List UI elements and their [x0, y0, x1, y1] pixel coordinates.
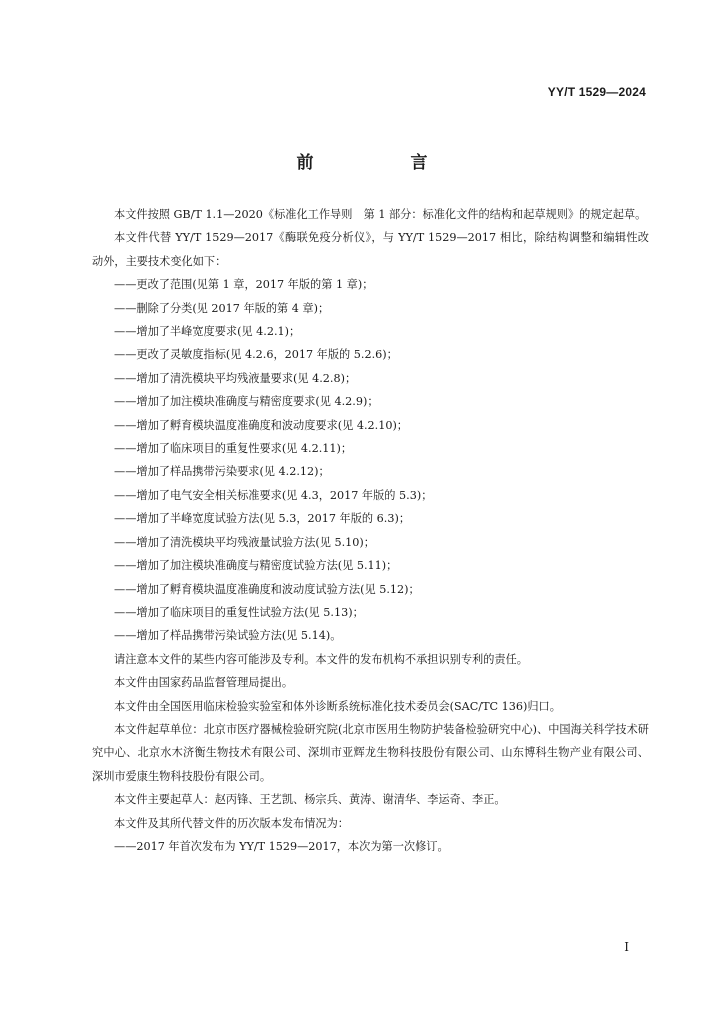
list-item: ——更改了范围(见第 1 章，2017 年版的第 1 章)；	[114, 278, 374, 292]
paragraph-drafters: 本文件主要起草人：赵丙锋、王艺凯、杨宗兵、黄涛、谢清华、李运奇、李正。	[114, 793, 506, 807]
paragraph-proposer: 本文件由国家药品监督管理局提出。	[114, 676, 294, 690]
paragraph-version-history: 本文件及其所代替文件的历次版本发布情况为：	[114, 816, 349, 830]
foreword-body	[92, 203, 649, 858]
page-number: I	[624, 940, 629, 954]
technical-changes-list	[92, 273, 649, 648]
list-item: ——增加了加注模块准确度与精密度试验方法(见 5.11)；	[114, 559, 398, 573]
list-item: ——删除了分类(见 2017 年版的第 4 章)；	[114, 301, 330, 315]
list-item: ——增加了孵育模块温度准确度和波动度试验方法(见 5.12)；	[114, 582, 420, 596]
paragraph-replacement: 本文件代替 YY/T 1529—2017《酶联免疫分析仪》，与 YY/T 1529—2017 相比，除结构调整和编辑性改动外，主要技术变化如下：	[92, 231, 649, 268]
paragraph-drafting-units: 本文件起草单位：北京市医疗器械检验研究院(北京市医用生物防护装备检验研究中心)、中国海关科学技术研究中心、北京水木济衡生物技术有限公司、深圳市亚辉龙生物科技股份有限公司、山东博科生物产业有限公司、深圳市爱康生物科技股份有限公司。	[92, 722, 649, 783]
list-item: ——增加了样品携带污染要求(见 4.2.12)；	[114, 465, 330, 479]
list-item: ——增加了清洗模块平均残液量试验方法(见 5.10)；	[114, 535, 375, 549]
list-item: ——增加了样品携带污染试验方法(见 5.14)。	[114, 629, 342, 643]
list-item: ——增加了孵育模块温度准确度和波动度要求(见 4.2.10)；	[114, 418, 408, 432]
page-title: 前 言	[296, 153, 468, 173]
list-item: ——增加了临床项目的重复性试验方法(见 5.13)；	[114, 605, 364, 619]
standard-code: YY/T 1529—2024	[547, 85, 646, 99]
paragraph-drafting-rules: 本文件按照 GB/T 1.1—2020《标准化工作导则 第 1 部分：标准化文件的结构和起草规则》的规定起草。	[114, 208, 647, 221]
list-item: ——增加了清洗模块平均残液量要求(见 4.2.8)；	[114, 371, 357, 385]
list-item: ——增加了加注模块准确度与精密度要求(见 4.2.9)；	[114, 395, 379, 409]
history-item: ——2017 年首次发布为 YY/T 1529—2017，本次为第一次修订。	[114, 839, 449, 853]
paragraph-patent-notice: 请注意本文件的某些内容可能涉及专利。本文件的发布机构不承担识别专利的责任。	[114, 652, 528, 666]
list-item: ——增加了半峰宽度要求(见 4.2.1)；	[114, 325, 301, 339]
list-item: ——增加了电气安全相关标准要求(见 4.3，2017 年版的 5.3)；	[114, 488, 433, 502]
list-item: ——增加了临床项目的重复性要求(见 4.2.11)；	[114, 442, 353, 456]
paragraph-committee: 本文件由全国医用临床检验实验室和体外诊断系统标准化技术委员会(SAC/TC 136)归口。	[114, 699, 561, 713]
list-item: ——增加了半峰宽度试验方法(见 5.3，2017 年版的 6.3)；	[114, 512, 411, 526]
list-item: ——更改了灵敏度指标(见 4.2.6，2017 年版的 5.2.6)；	[114, 348, 398, 362]
